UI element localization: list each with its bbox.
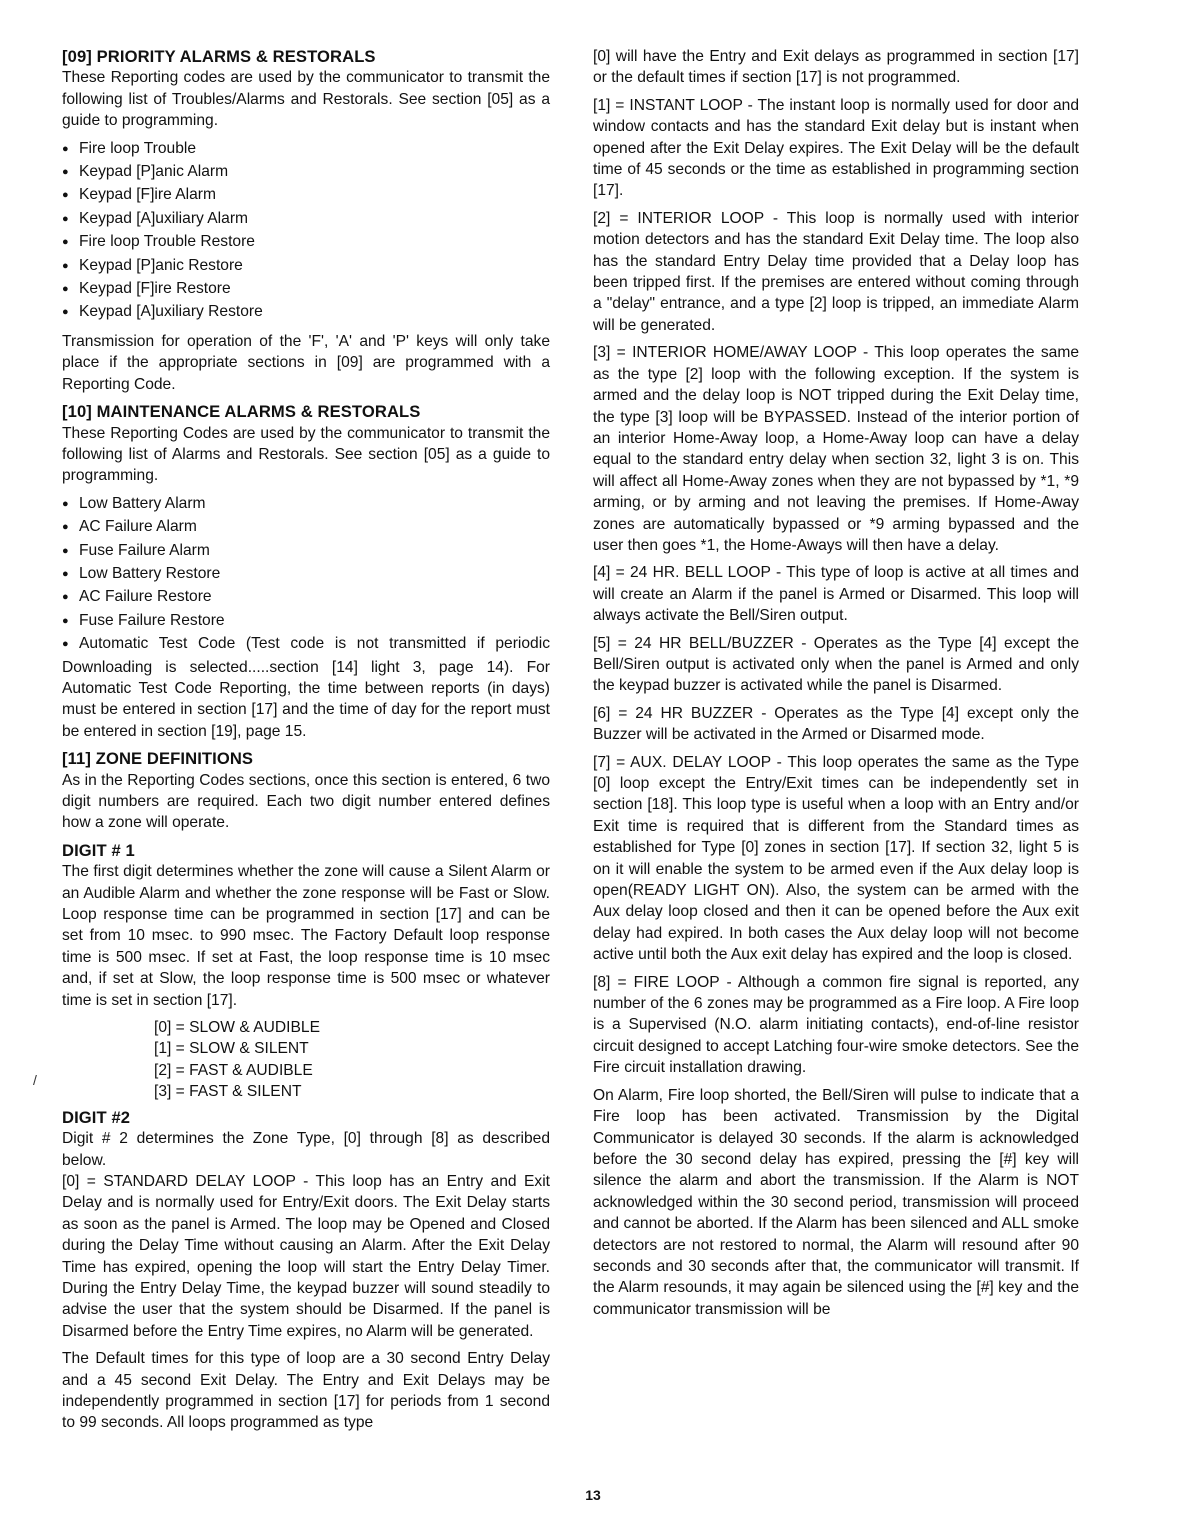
digit-2-heading: DIGIT #2 xyxy=(62,1107,131,1127)
type-4-description: [4] = 24 HR. BELL LOOP - This type of loop is active at all times and will create an Alarm if the panel is Armed or Disarmed. This loop will always activate the Bell/Siren output. xyxy=(593,564,1079,625)
type-1-description: [1] = INSTANT LOOP - The instant loop is normally used for door and window contacts and has the standard Exit delay but is instant when opened after the Exit Delay expires. The Exit Delay will be the default time of 45 seconds or the time as established in programming section [17]. xyxy=(593,96,1079,200)
list-item: ● Keypad [F]ire Restore xyxy=(62,278,550,301)
section-11-heading: [11] ZONE DEFINITIONS xyxy=(62,749,254,769)
auto-test-code-text: Automatic Test Code (Test code is not transmitted if periodic Downloading is selected.....section [14] light 3, page 14). For Automatic Test Code Reporting, the time between reports (in days) must be entered in section [17] and the time of day for the report must be entered in section [19], page 15. xyxy=(62,635,550,740)
continued-text: [0] will have the Entry and Exit delays as programmed in section [17] or the default times if section [17] is not programmed. xyxy=(593,48,1079,87)
list-item: ● Fuse Failure Alarm xyxy=(62,540,550,563)
list-item: ● Keypad [P]anic Alarm xyxy=(62,161,550,184)
type-0-description: [0] = STANDARD DELAY LOOP - This loop has an Entry and Exit Delay and is normally used for Entry/Exit doors. The Exit Delay starts as soon as the panel is Armed. The loop may be Opened and Closed during the Delay Time without causing an Alarm. After the Exit Delay Time has expired, opening the loop will start the Entry Delay Timer. During the Entry Delay Time, the keypad buzzer will sound steadily to advise the user that the system should be Disarmed. If the panel is Disarmed before the Entry Time expires, no Alarm will be generated. xyxy=(62,1172,550,1340)
type-3-description: [3] = INTERIOR HOME/AWAY LOOP - This loop operates the same as the type [2] loop with the following exception. If the system is armed and the delay loop is NOT tripped during the Exit Delay time, the type [3] loop will be BYPASSED. Instead of the interior portion of an interior Home-Away loop, a Home-Away loop can have a delay equal to the standard entry delay when section 32, light 3 is on. This will affect all Home-Away zones when they are not bypassed by *1, *9 arming, or by arming and not leaving the premises. If Home-Away zones are automatically bypassed or *9 arming bypassed and the user then goes *1, the Home-Aways will then have a delay. xyxy=(593,344,1079,554)
section-11-intro: As in the Reporting Codes sections, once this section is entered, 6 two digit numbers are required. Each two digit number entered defines how a zone will operate. xyxy=(62,771,550,832)
list-item: ● Keypad [F]ire Alarm xyxy=(62,184,550,207)
default-times-paragraph: The Default times for this type of loop are a 30 second Entry Delay and a 45 second Exit Delay. The Entry and Exit Delays may be independently programmed in section [17] for periods from 1 second to 99 seconds. All loops programmed as type xyxy=(62,1350,550,1432)
page-number: 13 xyxy=(585,1487,601,1503)
list-item: ● AC Failure Alarm xyxy=(62,516,550,539)
digit-1-heading: DIGIT # 1 xyxy=(62,840,135,860)
type-8-description: [8] = FIRE LOOP - Although a common fire signal is reported, any number of the 6 zones may be programmed as a Fire loop. A Fire loop is a Supervised (N.O. alarm initiating contacts), end-of-line resistor circuit designed to accept Latching four-wire smoke detectors. See the Fire circuit installation drawing. xyxy=(593,973,1079,1077)
type-6-description: [6] = 24 HR BUZZER - Operates as the Type [4] except only the Buzzer will be activated in the Armed or Disarmed mode. xyxy=(593,704,1079,744)
code-line: [0] = SLOW & AUDIBLE xyxy=(154,1019,320,1037)
section-10-list xyxy=(62,493,550,633)
section-09-intro: These Reporting codes are used by the communicator to transmit the following list of Troubles/Alarms and Restorals. See section [05] as a guide to programming. xyxy=(62,69,550,130)
type-2-description: [2] = INTERIOR LOOP - This loop is normally used with interior motion detectors and has the standard Exit Delay time. The loop also has the standard Entry Delay time provided that a Delay loop has been tripped first. If the premises are entered without coming through a "delay" entrance, and a type [2] loop is tripped, an immediate Alarm will be generated. xyxy=(593,209,1079,334)
list-item: ● Low Battery Restore xyxy=(62,563,550,586)
list-item: ● Keypad [P]anic Restore xyxy=(62,255,550,278)
section-10-intro: These Reporting Codes are used by the communicator to transmit the following list of Alarms and Restorals. See section [05] as a guide to programming. xyxy=(62,424,550,485)
margin-mark: / xyxy=(33,1072,37,1088)
left-column xyxy=(62,46,550,1440)
section-09-list xyxy=(62,138,550,325)
type-5-description: [5] = 24 HR BELL/BUZZER - Operates as the Type [4] except the Bell/Siren output is activated only when the panel is Armed and only the keypad buzzer is activated while the panel is Disarmed. xyxy=(593,634,1079,695)
auto-test-code-paragraph: ● Automatic Test Code (Test code is not transmitted if periodic Downloading is selected.....section [14] light 3, page 14). For Automatic Test Code Reporting, the time between reports (in days) must be entered in section [17] and the time of day for the report must be entered in section [19], page 15. xyxy=(62,635,550,740)
list-item: ● Fire loop Trouble Restore xyxy=(62,231,550,254)
type-7-description: [7] = AUX. DELAY LOOP - This loop operates the same as the Type [0] loop except the Entry/Exit times can be independently set in section [18]. This loop type is useful when a loop with an Entry and/or Exit time is required that is different from the Standard times as established for Type [0] zones in section [17]. If section 32, light 5 is on it will enable the system to be armed even if the Aux delay loop is open(READY LIGHT ON). Also, the system can be armed with the Aux delay loop closed and then it can be opened before the Aux exit delay had expired. In both cases the Aux delay loop will not become active until both the Aux exit delay has expired and the loop is closed. xyxy=(593,753,1079,964)
code-line: [2] = FAST & AUDIBLE xyxy=(154,1061,313,1079)
digit-2-intro: Digit # 2 determines the Zone Type, [0] through [8] as described below. xyxy=(62,1130,550,1169)
section-09-heading: [09] PRIORITY ALARMS & RESTORALS xyxy=(62,47,376,66)
section-10-heading: [10] MAINTENANCE ALARMS & RESTORALS xyxy=(62,402,421,422)
list-item: ● Low Battery Alarm xyxy=(62,493,550,516)
list-item: ● Keypad [A]uxiliary Restore xyxy=(62,301,550,324)
right-column xyxy=(593,46,1079,1326)
code-line: [3] = FAST & SILENT xyxy=(154,1083,302,1101)
on-alarm-paragraph: On Alarm, Fire loop shorted, the Bell/Siren will pulse to indicate that a Fire loop has been activated. Transmission by the Digital Communicator is delayed 30 seconds. If the alarm is acknowledged before the 30 second delay has expired, pressing the [#] key will silence the alarm and abort the transmission. If the Alarm is NOT acknowledged within the 30 second period, transmission will proceed and cannot be aborted. If the Alarm has been silenced and ALL smoke detectors are not restored to normal, the Alarm will resound after 90 seconds and 30 seconds after that, the communicator will transmit. If the Alarm resounds, it may again be silenced using the [#] key and the communicator transmission will be xyxy=(593,1086,1079,1318)
digit-1-codes xyxy=(154,1017,550,1103)
list-item: ● Keypad [A]uxiliary Alarm xyxy=(62,208,550,231)
code-line: [1] = SLOW & SILENT xyxy=(154,1040,309,1058)
list-item: ● Fuse Failure Restore xyxy=(62,610,550,633)
digit-1-text: The first digit determines whether the zone will cause a Silent Alarm or an Audible Alarm and whether the zone response will be Fast or Slow. Loop response time can be programmed in section [17] and can be set from 10 msec. to 990 msec. The Factory Default loop response time is 500 msec. If set at Fast, the loop response time is 10 msec and, if set at Slow, the loop response time is 500 msec or whatever time is set in section [17]. xyxy=(62,863,550,1009)
list-item: ● Fire loop Trouble xyxy=(62,138,550,161)
section-09-note: Transmission for operation of the 'F', 'A' and 'P' keys will only take place if the appropriate sections in [09] are programmed with a Reporting Code. xyxy=(62,332,550,393)
list-item: ● AC Failure Restore xyxy=(62,586,550,609)
